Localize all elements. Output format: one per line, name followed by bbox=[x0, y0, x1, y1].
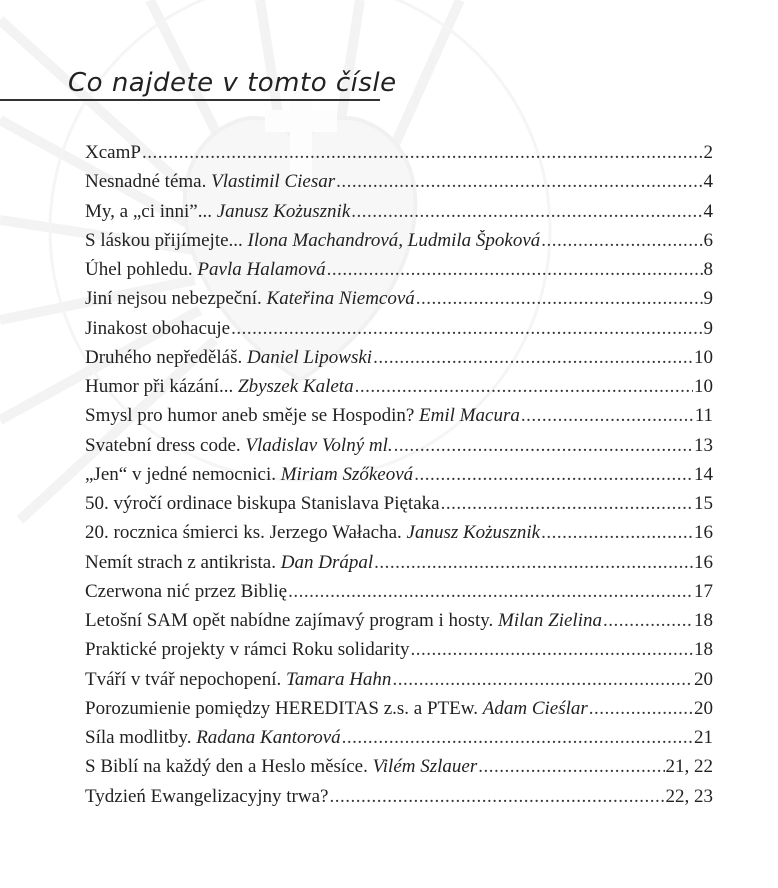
entry-author: Dan Drápal bbox=[280, 551, 374, 573]
dot-leader bbox=[392, 669, 693, 691]
toc-entry[interactable] bbox=[85, 552, 713, 581]
dot-leader bbox=[374, 552, 693, 574]
entry-page-number: 8 bbox=[703, 259, 713, 280]
entry-title: Smysl pro humor aneb směje se Hospodin? bbox=[85, 405, 420, 427]
entry-title: My, a „ci inni”... bbox=[85, 200, 217, 222]
dot-leader bbox=[342, 727, 693, 749]
entry-page-number: 17 bbox=[694, 580, 713, 602]
dot-leader bbox=[142, 142, 703, 164]
entry-title: 50. výročí ordinace biskupa Stanislava Piętaka bbox=[85, 493, 440, 514]
entry-title: Porozumienie pomiędzy HEREDITAS z.s. a PTEw. bbox=[85, 697, 483, 719]
entry-page-number: 14 bbox=[694, 463, 713, 485]
entry-title: Nemít strach z antikrista. bbox=[85, 551, 281, 573]
toc-entry[interactable] bbox=[85, 171, 713, 200]
entry-page-number: 4 bbox=[703, 200, 713, 222]
dot-leader bbox=[521, 405, 694, 427]
dot-leader bbox=[416, 288, 703, 310]
entry-page-number: 20 bbox=[694, 697, 713, 719]
entry-author: Vilém Szlauer bbox=[372, 756, 478, 778]
entry-title: „Jen“ v jedné nemocnici. bbox=[85, 463, 281, 485]
dot-leader bbox=[373, 347, 693, 369]
toc-entry[interactable] bbox=[85, 786, 713, 815]
entry-page-number: 22, 23 bbox=[665, 785, 713, 807]
toc-entry[interactable] bbox=[85, 610, 713, 639]
entry-title: 20. rocznica śmierci ks. Jerzego Wałacha. bbox=[85, 522, 407, 544]
entry-author: Adam Cieślar bbox=[482, 697, 588, 719]
entry-author: Janusz Kożusznik bbox=[216, 200, 351, 222]
page-title: Co najdete v tomto čísle bbox=[68, 68, 397, 98]
dot-leader bbox=[414, 464, 693, 486]
entry-page-number: 15 bbox=[694, 493, 713, 514]
dot-leader bbox=[394, 435, 693, 457]
entry-title: Czerwona nić przez Biblię bbox=[85, 580, 288, 602]
entry-title: S Biblí na každý den a Heslo měsíce. bbox=[85, 756, 373, 778]
dot-leader bbox=[541, 522, 693, 544]
toc-entry[interactable] bbox=[85, 142, 713, 171]
toc-entry[interactable] bbox=[85, 259, 713, 288]
toc-entry[interactable] bbox=[85, 230, 713, 259]
toc-entry[interactable] bbox=[85, 493, 713, 522]
entry-title: Humor při kázání... bbox=[85, 376, 239, 397]
dot-leader bbox=[541, 230, 702, 252]
dot-leader bbox=[478, 756, 664, 778]
title-underline bbox=[0, 99, 380, 101]
toc-entry[interactable] bbox=[85, 639, 713, 668]
entry-page-number: 9 bbox=[703, 288, 713, 310]
toc-entry[interactable] bbox=[85, 318, 713, 347]
entry-author: Pavla Halamová bbox=[197, 259, 326, 280]
entry-title: S láskou přijímejte... bbox=[85, 229, 248, 251]
dot-leader bbox=[329, 786, 664, 808]
dot-leader bbox=[327, 259, 703, 281]
entry-title: Jiní nejsou nebezpeční. bbox=[85, 288, 267, 310]
entry-page-number: 21, 22 bbox=[665, 756, 713, 778]
entry-author: Tamara Hahn bbox=[286, 668, 392, 690]
entry-title: Praktické projekty v rámci Roku solidarity bbox=[85, 639, 410, 661]
toc-entry[interactable] bbox=[85, 435, 713, 464]
entry-author: Vladislav Volný ml. bbox=[245, 434, 393, 456]
dot-leader bbox=[288, 581, 693, 603]
dot-leader bbox=[589, 698, 693, 720]
dot-leader bbox=[355, 376, 693, 398]
toc-entry[interactable] bbox=[85, 669, 713, 698]
dot-leader bbox=[351, 201, 702, 223]
entry-author: Miriam Szőkeová bbox=[280, 463, 414, 485]
entry-title: Úhel pohledu. bbox=[85, 259, 198, 280]
entry-page-number: 11 bbox=[694, 405, 713, 427]
toc-entry[interactable] bbox=[85, 347, 713, 376]
entry-page-number: 6 bbox=[703, 229, 713, 251]
entry-page-number: 21 bbox=[694, 727, 713, 748]
entry-title: Jinakost obohacuje bbox=[85, 317, 231, 339]
entry-page-number: 16 bbox=[694, 551, 713, 573]
entry-author: Daniel Lipowski bbox=[246, 346, 373, 368]
entry-page-number: 9 bbox=[703, 317, 713, 339]
entry-page-number: 18 bbox=[694, 610, 713, 631]
entry-author: Radana Kantorová bbox=[196, 727, 341, 748]
entry-page-number: 18 bbox=[694, 639, 713, 661]
entry-page-number: 10 bbox=[694, 376, 713, 397]
entry-title: Síla modlitby. bbox=[85, 727, 197, 748]
entry-page-number: 4 bbox=[703, 171, 713, 193]
entry-page-number: 20 bbox=[694, 668, 713, 690]
toc-entry[interactable] bbox=[85, 756, 713, 785]
dot-leader bbox=[603, 610, 693, 632]
entry-author: Ilona Machandrová, Ludmila Špoková bbox=[247, 229, 541, 251]
entry-page-number: 13 bbox=[694, 434, 713, 456]
entry-page-number: 10 bbox=[694, 346, 713, 368]
entry-title: XcamP bbox=[85, 142, 141, 163]
toc-entry[interactable] bbox=[85, 522, 713, 551]
table-of-contents bbox=[85, 142, 713, 815]
toc-entry[interactable] bbox=[85, 376, 713, 405]
entry-author: Emil Macura bbox=[419, 405, 520, 427]
dot-leader bbox=[411, 639, 693, 661]
toc-entry[interactable] bbox=[85, 698, 713, 727]
dot-leader bbox=[231, 318, 702, 340]
dot-leader bbox=[336, 171, 702, 193]
toc-entry[interactable] bbox=[85, 288, 713, 317]
dot-leader bbox=[441, 493, 693, 515]
toc-entry[interactable] bbox=[85, 464, 713, 493]
toc-entry[interactable] bbox=[85, 581, 713, 610]
entry-title: Letošní SAM opět nabídne zajímavý program i hosty. bbox=[85, 610, 498, 631]
entry-page-number: 2 bbox=[703, 142, 713, 163]
entry-title: Druhého nepředěláš. bbox=[85, 346, 247, 368]
toc-entry[interactable] bbox=[85, 727, 713, 756]
entry-title: Tváří v tvář nepochopení. bbox=[85, 668, 287, 690]
entry-author: Zbyszek Kaleta bbox=[238, 376, 354, 397]
entry-author: Janusz Kożusznik bbox=[406, 522, 541, 544]
entry-author: Vlastimil Ciesar bbox=[211, 171, 336, 193]
toc-entry[interactable] bbox=[85, 405, 713, 434]
entry-author: Milan Zielina bbox=[498, 610, 602, 631]
entry-page-number: 16 bbox=[694, 522, 713, 544]
toc-entry[interactable] bbox=[85, 201, 713, 230]
entry-title: Svatební dress code. bbox=[85, 434, 246, 456]
entry-author: Kateřina Niemcová bbox=[266, 288, 415, 310]
entry-title: Tydzień Ewangelizacyjny trwa? bbox=[85, 785, 329, 807]
entry-title: Nesnadné téma. bbox=[85, 171, 212, 193]
